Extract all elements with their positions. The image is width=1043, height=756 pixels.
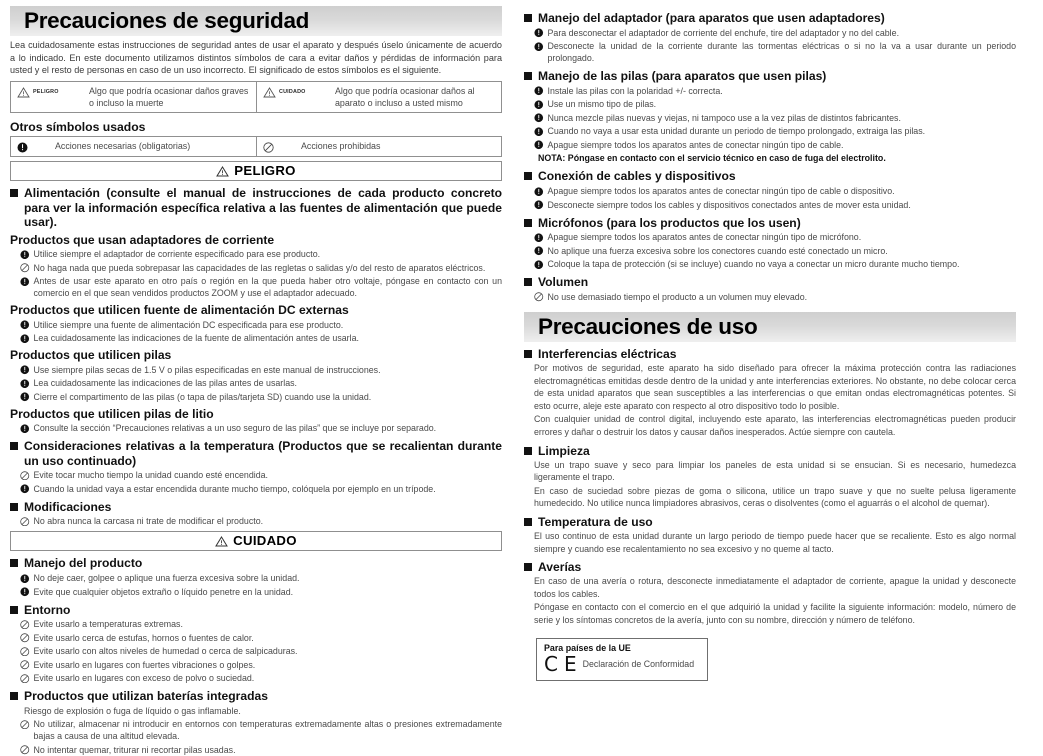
- list-item-text: Evite usarlo en lugares con exceso de polvo o suciedad.: [33, 673, 255, 684]
- usage-precautions-banner: [524, 312, 1016, 342]
- list-item-text: Evite que cualquier objetos extraño o líquido penetre en la unidad.: [33, 586, 294, 597]
- square-bullet-icon: [524, 518, 532, 526]
- list-item-text: No use demasiado tiempo el producto a un volumen muy elevado.: [547, 291, 808, 302]
- paragraph: Use un trapo suave y seco para limpiar los paneles de esta unidad si se ensucian. Si es necesario, humedezca ligeramente el trapo.: [534, 459, 1016, 483]
- square-bullet-icon: [524, 219, 532, 227]
- section-temperatura-uso-label: Temperatura de uso: [538, 514, 653, 529]
- list-item: [534, 40, 1016, 64]
- list-item-text: Use siempre pilas secas de 1.5 V o pilas especificadas en este manual de instrucciones.: [33, 364, 381, 375]
- list-item: [534, 27, 1016, 39]
- warning-triangle-icon: [263, 87, 276, 98]
- mandatory-icon: [534, 100, 544, 110]
- list-item: [20, 262, 502, 274]
- list-item: [20, 645, 502, 657]
- paragraph: Con cualquier unidad de control digital, incluyendo este aparato, las interferencias electromagnéticas pueden producir errores y dañar o destruir los datos y causar daños inesperados. Actúe siempre con cautela.: [534, 414, 1016, 437]
- mandatory-icon: [534, 140, 544, 150]
- square-bullet-icon: [10, 692, 18, 700]
- mandatory-icon: [20, 334, 30, 344]
- warning-triangle-icon: [215, 536, 228, 547]
- subsection-dc: Productos que utilicen fuente de alimentación DC externas: [10, 303, 349, 318]
- section-temperatura-uso: [524, 515, 1016, 529]
- section-modificaciones-label: Modificaciones: [24, 499, 112, 514]
- ce-caption: Declaración de Conformidad: [582, 659, 695, 670]
- subsection-adaptadores: Productos que usan adaptadores de corriente: [10, 232, 275, 247]
- mandatory-icon: [20, 587, 30, 597]
- list-item-text: No aplique una fuerza excesiva sobre los conectores cuando esté conectado un micro.: [547, 245, 888, 256]
- square-bullet-icon: [10, 189, 18, 197]
- caution-bar: [10, 531, 502, 551]
- list-item: [20, 572, 502, 584]
- section-temperatura-label: Consideraciones relativas a la temperatura (Productos que se recalientan durante un uso continuado): [24, 439, 502, 468]
- list-item-text: Lea cuidadosamente las indicaciones de la fuente de alimentación antes de usarla.: [33, 333, 359, 344]
- prohibited-icon: [20, 517, 30, 527]
- list-item-text: Para desconectar el adaptador de corriente del enchufe, tire del adaptador y no del cable.: [547, 27, 900, 38]
- list-item-text: Riesgo de explosión o fuga de líquido o gas inflamable.: [24, 705, 241, 716]
- ce-box-title: Para países de la UE: [544, 643, 631, 654]
- square-bullet-icon: [10, 559, 18, 567]
- list-item: [534, 112, 1016, 124]
- mandatory-icon: [534, 86, 544, 96]
- list-item: [20, 391, 502, 403]
- mandatory-description: Acciones necesarias (obligatorias): [55, 140, 191, 151]
- list-item-text: Evite usarlo a temperaturas extremas.: [33, 619, 183, 630]
- section-manejo-adaptador: [524, 11, 1016, 25]
- section-limpieza: [524, 444, 1016, 458]
- list-item-text: No abra nunca la carcasa ni trate de modificar el producto.: [33, 516, 264, 527]
- section-conexion-cables: [524, 169, 1016, 183]
- list-item-text: No haga nada que pueda sobrepasar las capacidades de las regletas o salidas y/o del resto de aparatos eléctricos.: [33, 262, 486, 273]
- usage-precautions-title: Precauciones de uso: [538, 313, 758, 339]
- prohibited-icon: [20, 674, 30, 684]
- square-bullet-icon: [524, 350, 532, 358]
- mandatory-icon: [534, 187, 544, 197]
- other-symbols-heading: Otros símbolos usados: [10, 119, 146, 134]
- mandatory-icon: [20, 484, 30, 494]
- list-item-text: Cierre el compartimento de las pilas (o tapa de pilas/tarjeta SD) cuando use la unidad.: [33, 391, 372, 402]
- list-item-text: Evite tocar mucho tiempo la unidad cuando esté encendida.: [33, 470, 269, 481]
- list-item-text: Apague siempre todos los aparatos antes de conectar ningún tipo de cable o dispositivo.: [547, 186, 895, 197]
- prohibited-icon: [20, 720, 30, 730]
- section-manejo-producto-label: Manejo del producto: [24, 556, 143, 571]
- list-item: [20, 718, 502, 742]
- prohibited-description: Acciones prohibidas: [301, 140, 381, 151]
- list-item: [534, 98, 1016, 110]
- section-conexion-cables-label: Conexión de cables y dispositivos: [538, 169, 736, 184]
- peligro-mark: [17, 85, 89, 99]
- list-item: [20, 632, 502, 644]
- prohibited-icon: [20, 660, 30, 670]
- paragraph: Por motivos de seguridad, este aparato ha sido diseñado para ofrecer la máxima protección contra las radiaciones electromagnéticas emitidas desde dentro de la unidad y ante interferencias exteriores. No obstante, no debe colocar cerca de esta unidad aparatos que sean susceptibles a las interferencias o que emitan ondas electromagnéticas potentes. Si esto ocurre, aleje este aparato con respecto al otro dispositivo todo lo posible.: [534, 363, 1016, 411]
- mandatory-icon: [20, 277, 30, 287]
- warning-triangle-icon: [17, 87, 30, 98]
- peligro-description: Algo que podría ocasionar daños graves o incluso la muerte: [89, 85, 249, 108]
- section-entorno: [10, 603, 502, 617]
- section-averias-label: Averías: [538, 560, 582, 575]
- square-bullet-icon: [524, 72, 532, 80]
- list-item-text: Cuando no vaya a usar esta unidad durante un periodo de tiempo prolongado, extraiga las pilas.: [547, 126, 926, 137]
- list-item-text: Desconecte la unidad de la corriente durante las tormentas eléctricas o si no la va a usar durante un periodo prolongado.: [547, 41, 1016, 64]
- list-item: [20, 377, 502, 389]
- list-item-text: Evite usarlo con altos niveles de humedad o cerca de salpicaduras.: [33, 646, 298, 657]
- list-item-text: No utilizar, almacenar ni introducir en entornos con temperaturas extremadamente altas o presiones extremadamente bajas a causa de una altitud elevada.: [33, 719, 502, 742]
- section-interferencias: [524, 347, 1016, 361]
- list-item: [20, 469, 502, 481]
- paragraph: Póngase en contacto con el comercio en el que adquirió la unidad y facilite la siguiente información: modelo, número de serie y los síntomas concretos de la avería, junto con su nombre, dirección y número de teléfono.: [534, 602, 1016, 625]
- ce-mark-icon: C E: [544, 652, 578, 677]
- prohibited-icon: [534, 292, 544, 302]
- warning-triangle-icon: [216, 166, 229, 177]
- section-entorno-label: Entorno: [24, 602, 71, 617]
- prohibited-icon: [20, 620, 30, 630]
- list-item-text: No deje caer, golpee o aplique una fuerza excesiva sobre la unidad.: [33, 573, 300, 584]
- mandatory-icon: [20, 320, 30, 330]
- subsection-litio: Productos que utilicen pilas de litio: [10, 406, 214, 421]
- cuidado-mark: [263, 85, 335, 99]
- list-item-text: Instale las pilas con la polaridad +/- correcta.: [547, 85, 723, 96]
- list-item-text: Apague siempre todos los aparatos antes de conectar ningún tipo de micrófono.: [547, 232, 862, 243]
- square-bullet-icon: [524, 278, 532, 286]
- list-item: [534, 85, 1016, 97]
- ce-row: [544, 652, 701, 677]
- mandatory-icon: [534, 200, 544, 210]
- list-item-text: Utilice siempre el adaptador de corriente especificado para ese producto.: [33, 249, 321, 260]
- section-averias: [524, 560, 1016, 574]
- mandatory-icon: [534, 42, 544, 52]
- legend-cell-cuidado: [256, 82, 501, 112]
- danger-bar-label: PELIGRO: [234, 163, 296, 179]
- section-microfonos: [524, 216, 1016, 230]
- ce-declaration-box: [536, 638, 708, 681]
- section-alimentacion-label: Alimentación (consulte el manual de instrucciones de cada producto concreto para ver la información específica relativa a las fuentes de alimentación que puede usar).: [24, 186, 502, 229]
- prohibited-icon: [20, 471, 30, 481]
- section-limpieza-label: Limpieza: [538, 443, 590, 458]
- legend-cell-prohibited: [256, 137, 501, 157]
- square-bullet-icon: [10, 606, 18, 614]
- mandatory-icon: [534, 260, 544, 270]
- section-modificaciones: [10, 500, 502, 514]
- list-item: [534, 245, 1016, 257]
- mandatory-icon: [20, 379, 30, 389]
- symbol-legend-table: [10, 81, 502, 113]
- section-volumen-label: Volumen: [538, 275, 589, 290]
- mandatory-icon: [534, 28, 544, 38]
- mandatory-icon: [534, 113, 544, 123]
- list-item-text: Lea cuidadosamente las indicaciones de las pilas antes de usarlas.: [33, 378, 298, 389]
- section-baterias-integradas: [10, 689, 502, 703]
- battery-note-text: NOTA: Póngase en contacto con el servicio técnico en caso de fuga del electrolito.: [538, 153, 886, 164]
- paragraph: En caso de suciedad sobre piezas de goma o silicona, utilice un trapo suave y que no suelte pelusa ligeramente humedecido. No utilice nunca limpiadores abrasivos, ceras o disolventes (como el aguarrás o el alcohol de quemar).: [534, 485, 1016, 509]
- list-item: [534, 231, 1016, 243]
- list-item: [534, 139, 1016, 151]
- list-item: [534, 185, 1016, 197]
- other-symbols-table: [10, 136, 502, 158]
- section-manejo-pilas-label: Manejo de las pilas (para aparatos que usen pilas): [538, 69, 827, 84]
- list-item: [20, 364, 502, 376]
- danger-bar: [10, 161, 502, 181]
- list-item: [534, 291, 1016, 303]
- section-microfonos-label: Micrófonos (para los productos que los usen): [538, 215, 801, 230]
- square-bullet-icon: [10, 503, 18, 511]
- list-item-text: No intentar quemar, triturar ni recortar pilas usadas.: [33, 744, 236, 755]
- prohibited-icon: [20, 263, 30, 273]
- list-item-text: Desconecte siempre todos los cables y dispositivos conectados antes de mover esta unidad.: [547, 199, 911, 210]
- list-item: [534, 125, 1016, 137]
- square-bullet-icon: [524, 563, 532, 571]
- mandatory-icon: [534, 127, 544, 137]
- list-item: [20, 275, 502, 299]
- peligro-label: PELIGRO: [33, 89, 59, 96]
- list-item: [20, 332, 502, 344]
- list-item-text: Apague siempre todos los aparatos antes de conectar ningún tipo de cable.: [547, 139, 844, 150]
- list-item: [20, 515, 502, 527]
- section-volumen: [524, 275, 1016, 289]
- list-item-text: Cuando la unidad vaya a estar encendida durante mucho tiempo, colóquela por ejemplo en un trípode.: [33, 483, 436, 494]
- square-bullet-icon: [524, 14, 532, 22]
- mandatory-icon: [20, 392, 30, 402]
- square-bullet-icon: [10, 442, 18, 450]
- list-item-text: Evite usarlo cerca de estufas, hornos o fuentes de calor.: [33, 632, 254, 643]
- list-item-text: Evite usarlo en lugares con fuertes vibraciones o golpes.: [33, 659, 256, 670]
- subsection-pilas: Productos que utilicen pilas: [10, 348, 172, 363]
- list-item-text: Use un mismo tipo de pilas.: [547, 99, 657, 110]
- section-alimentacion: [10, 186, 502, 228]
- intro-paragraph: Lea cuidadosamente estas instrucciones de seguridad antes de usar el aparato y después úselo únicamente de acuerdo a lo indicado. En este documento utilizamos distintos símbolos de cara a evitar daños y pérdidas de información para usted y el resto de personas en caso de un uso incorrecto. El significado de estos símbolos es el siguiente.: [10, 40, 502, 76]
- list-item: [20, 659, 502, 671]
- safety-precautions-banner: [10, 6, 502, 36]
- paragraph: En caso de una avería o rotura, desconecte inmediatamente el adaptador de corriente, apague la unidad y desconecte todos los cables.: [534, 576, 1016, 599]
- section-manejo-pilas: [524, 69, 1016, 83]
- list-item: [20, 586, 502, 598]
- mandatory-icon: [20, 424, 30, 434]
- list-item: [24, 705, 502, 717]
- legend-cell-mandatory: [11, 137, 256, 157]
- mandatory-icon: [17, 142, 28, 153]
- section-interferencias-label: Interferencias eléctricas: [538, 347, 677, 362]
- section-manejo-adaptador-label: Manejo del adaptador (para aparatos que usen adaptadores): [538, 11, 885, 25]
- list-item: [20, 672, 502, 684]
- caution-bar-label: CUIDADO: [233, 533, 297, 549]
- right-column: [524, 6, 1016, 700]
- list-item: [534, 258, 1016, 270]
- cuidado-label: CUIDADO: [279, 89, 306, 96]
- mandatory-icon: [20, 365, 30, 375]
- list-item: [20, 248, 502, 260]
- list-item: [20, 422, 502, 434]
- list-item: [20, 483, 502, 495]
- page-title: Precauciones de seguridad: [24, 8, 310, 33]
- prohibited-mark: [263, 140, 301, 154]
- mandatory-icon: [20, 574, 30, 584]
- list-item-text: Nunca mezcle pilas nuevas y viejas, ni tampoco use a la vez pilas de distintos fabricantes.: [547, 112, 901, 123]
- section-baterias-integradas-label: Productos que utilizan baterías integradas: [24, 689, 268, 704]
- mandatory-icon: [534, 246, 544, 256]
- left-column: [10, 6, 502, 755]
- list-item-text: Consulte la sección “Precauciones relativas a un uso seguro de las pilas” que se incluye por separado.: [33, 423, 437, 434]
- list-item: [20, 319, 502, 331]
- mandatory-mark: [17, 140, 55, 154]
- section-temperatura: [10, 439, 502, 467]
- prohibited-icon: [20, 745, 30, 755]
- prohibited-icon: [20, 647, 30, 657]
- list-item-text: Coloque la tapa de protección (si se incluye) cuando no vaya a conectar un micro durante mucho tiempo.: [547, 259, 960, 270]
- mandatory-icon: [20, 250, 30, 260]
- paragraph: El uso continuo de esta unidad durante un largo periodo de tiempo puede hacer que se recaliente. Esto es algo normal siempre y cuando ese recalentamiento no sea excesivo y no queme al tacto.: [534, 531, 1016, 554]
- prohibited-icon: [263, 142, 274, 153]
- list-item-text: Antes de usar este aparato en otro país o región en la que pueda haber otro voltaje, póngase en contacto con un comercio en el que sean vendidos productos ZOOM y use el adaptador adecuado.: [33, 276, 502, 299]
- section-manejo-producto: [10, 556, 502, 570]
- battery-note: [538, 152, 1016, 164]
- mandatory-icon: [534, 233, 544, 243]
- prohibited-icon: [20, 633, 30, 643]
- legend-cell-peligro: [11, 82, 256, 112]
- list-item: [20, 618, 502, 630]
- square-bullet-icon: [524, 172, 532, 180]
- list-item: [20, 744, 502, 756]
- square-bullet-icon: [524, 447, 532, 455]
- cuidado-description: Algo que podría ocasionar daños al aparato o incluso a usted mismo: [335, 85, 475, 108]
- list-item-text: Utilice siempre una fuente de alimentación DC especificada para ese producto.: [33, 319, 344, 330]
- list-item: [534, 199, 1016, 211]
